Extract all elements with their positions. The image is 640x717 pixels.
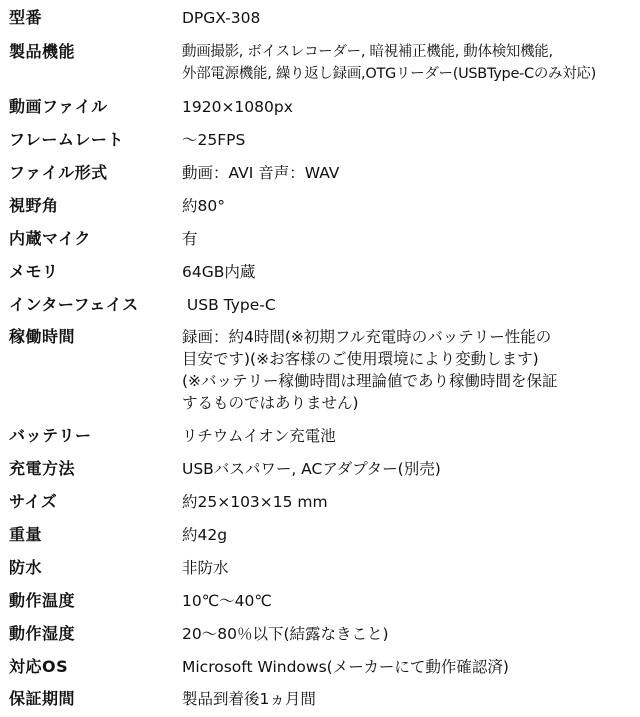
spec-value bbox=[182, 326, 634, 414]
spec-label: 動作温度 bbox=[9, 591, 76, 610]
spec-value-line: 非防水 bbox=[182, 559, 229, 577]
spec-label: ファイル形式 bbox=[9, 163, 108, 182]
spec-value-line: 録画：約4時間(※初期フル充電時のバッテリー性能の bbox=[182, 328, 552, 346]
spec-value-line: Microsoft Windows(メーカーにて動作確認済) bbox=[182, 658, 509, 676]
spec-value-line: 約25×103×15 mm bbox=[182, 493, 328, 511]
spec-value bbox=[182, 96, 634, 118]
spec-label: 重量 bbox=[9, 525, 43, 544]
spec-value-line: 目安です)(※お客様のご使用環境により変動します) bbox=[182, 350, 539, 368]
spec-value bbox=[182, 557, 634, 579]
spec-value-line: 〜25FPS bbox=[182, 131, 246, 149]
spec-value-line: するものではありません) bbox=[182, 394, 359, 412]
spec-value bbox=[182, 688, 634, 710]
spec-value bbox=[182, 425, 634, 447]
spec-label: メモリ bbox=[9, 262, 59, 281]
spec-value bbox=[182, 623, 634, 645]
spec-label: バッテリー bbox=[9, 426, 92, 445]
spec-label: インターフェイス bbox=[9, 295, 139, 314]
spec-value-line: 1920×1080px bbox=[182, 98, 293, 116]
spec-value bbox=[182, 261, 634, 283]
spec-value-line: DPGX-308 bbox=[182, 9, 261, 27]
spec-label: 視野角 bbox=[9, 196, 59, 215]
spec-value-line: 20〜80％以下(結露なきこと) bbox=[182, 625, 389, 643]
spec-value-line: 約42g bbox=[182, 526, 228, 544]
spec-value bbox=[182, 524, 634, 546]
spec-label: 型番 bbox=[9, 8, 43, 27]
spec-label: 保証期間 bbox=[9, 689, 76, 708]
spec-label: フレームレート bbox=[9, 130, 124, 149]
spec-value bbox=[182, 656, 634, 678]
spec-value-line: 約80° bbox=[182, 197, 225, 215]
spec-label: 製品機能 bbox=[9, 42, 76, 61]
spec-value-line: 有 bbox=[182, 230, 198, 248]
spec-value bbox=[182, 162, 634, 184]
spec-value-line: USBバスパワー, ACアダプター(別売) bbox=[182, 460, 441, 478]
spec-value-line: 64GB内蔵 bbox=[182, 263, 256, 281]
spec-value bbox=[182, 41, 634, 85]
spec-label: 稼働時間 bbox=[9, 327, 76, 346]
spec-value bbox=[182, 7, 634, 29]
spec-label: 防水 bbox=[9, 558, 43, 577]
spec-value bbox=[182, 590, 634, 612]
spec-value-line: 動画撮影, ボイスレコーダー, 暗視補正機能, 動体検知機能, bbox=[182, 44, 553, 60]
spec-value-line: (※バッテリー稼働時間は理論値であり稼働時間を保証 bbox=[182, 372, 558, 390]
spec-value-line: リチウムイオン充電池 bbox=[182, 427, 336, 445]
spec-value-line: 動画：AVI 音声：WAV bbox=[182, 164, 340, 182]
spec-value bbox=[182, 228, 634, 250]
spec-label: 充電方法 bbox=[9, 459, 76, 478]
spec-value-line: 製品到着後1ヵ月間 bbox=[182, 690, 316, 708]
spec-value bbox=[182, 129, 634, 151]
spec-value-line: 10℃〜40℃ bbox=[182, 592, 272, 610]
spec-value bbox=[182, 491, 634, 513]
spec-value-line: 外部電源機能, 繰り返し録画,OTGリーダー(USBType-Cのみ対応) bbox=[182, 66, 596, 82]
spec-value-line: USB Type-C bbox=[182, 296, 276, 314]
spec-value bbox=[182, 294, 634, 316]
spec-label: 動画ファイル bbox=[9, 97, 108, 116]
spec-value bbox=[182, 195, 634, 217]
spec-label: サイズ bbox=[9, 492, 58, 511]
spec-label: 動作湿度 bbox=[9, 624, 76, 643]
spec-label: 対応OS bbox=[9, 657, 69, 676]
spec-label: 内蔵マイク bbox=[9, 229, 91, 248]
spec-value bbox=[182, 458, 634, 480]
